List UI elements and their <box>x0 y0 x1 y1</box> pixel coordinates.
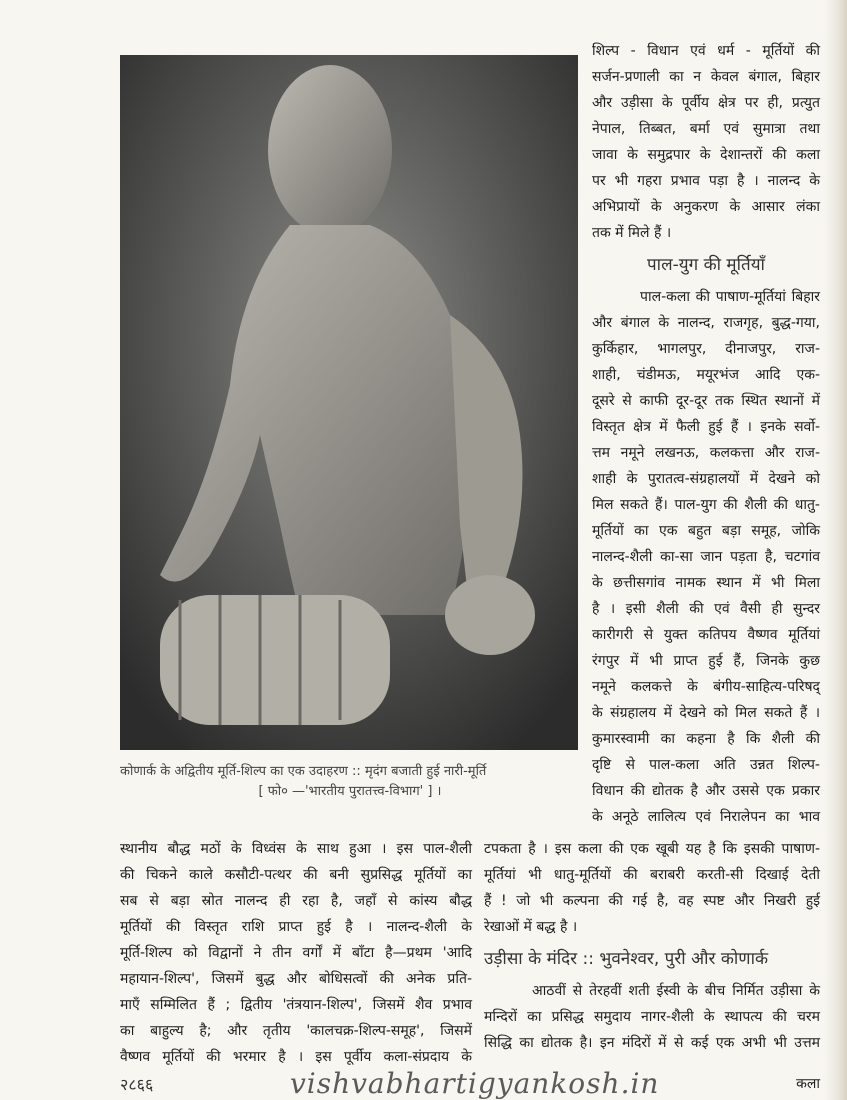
text-line: टपकता है । इस कला की एक खूबी यह है कि इसकी पाषाण- <box>484 841 820 857</box>
text-line: तक में मिले हैं । <box>592 225 672 241</box>
text-line: कुमारस्वामी का कहना है कि शैली की <box>592 731 820 747</box>
right-column-bottom <box>484 836 820 1056</box>
text-line: माएँ सम्मिलित हैं ; द्वितीय 'तंत्रयान-शिल्प', जिसमें शैव प्रभाव <box>120 997 472 1013</box>
right-column <box>592 38 820 830</box>
bottom-section <box>120 836 820 1070</box>
text-line: का बाहुल्य है; और तृतीय 'कालचक्र-शिल्प-समूह', जिसमें <box>120 1023 472 1039</box>
text-line: मूर्तियां भी धातु-मूर्तियों की बराबरी करती-सी दिखाई देती <box>484 867 820 883</box>
text-line: जावा के समुद्रपार के देशान्तरों की कला <box>592 147 820 163</box>
text-line: वैष्णव मूर्तियों की भरमार है । इस पूर्वीय कला-संप्रदाय के <box>120 1049 472 1065</box>
text-line: आठवीं से तेरहवीं शती ईस्वी के बीच निर्मित उड़ीसा के <box>532 983 820 999</box>
text-line: मिल सकते हैं। पाल-युग की शैली की धातु- <box>592 497 820 513</box>
text-line: रंगपुर में भी प्राप्त हुई हैं, जिनके कुछ <box>592 653 820 669</box>
watermark: vishvabhartigyankosh.in <box>289 1067 660 1100</box>
text-line: है । इसी शैली की एवं वैसी ही सुन्दर <box>592 601 820 617</box>
catchword: कला <box>796 1076 820 1092</box>
sculpture-photo <box>120 55 578 750</box>
text-line: पाल-कला की पाषाण-मूर्तियां बिहार <box>640 289 820 305</box>
page-edge <box>825 0 847 1100</box>
text-line: विस्तृत क्षेत्र में फैली हुई हैं । इनके सर्वो- <box>592 419 820 435</box>
text-line: स्थानीय बौद्ध मठों के विध्वंस के साथ हुआ । इस पाल-शैली <box>120 841 472 857</box>
section-heading-pala: पाल-युग की मूर्तियाँ <box>647 255 765 275</box>
text-line: की चिकने काले कसौटी-पत्थर की बनी सुप्रसिद्ध मूर्तियों का <box>120 867 472 883</box>
caption-line: कोणार्क के अद्वितीय मूर्ति-शिल्प का एक उदाहरण :: मृदंग बजाती हुई नारी-मूर्ति <box>120 764 487 779</box>
photo-caption <box>120 762 580 802</box>
text-line: अभिप्रायों के अनुकरण के आसार लंका <box>592 199 820 215</box>
text-line: दूसरे से काफी दूर-दूर तक स्थित स्थानों में <box>592 393 820 409</box>
text-line: महायान-शिल्प', जिसमें बुद्ध और बोधिसत्वों की अनेक प्रति- <box>120 971 472 987</box>
text-line: के अनूठे लालित्य एवं निरालेपन का भाव <box>592 809 820 825</box>
section-heading-orissa: उड़ीसा के मंदिर :: भुवनेश्वर, पुरी और कोणार्क <box>484 949 769 969</box>
text-line: सब से बड़ा स्रोत नालन्द ही रहा है, जहाँ से कांस्य बौद्ध <box>120 893 472 909</box>
text-line: और बंगाल के नालन्द, राजगृह, बुद्ध-गया, <box>592 315 820 331</box>
text-line: नालन्द-शैली का-सा जान पड़ता है, चटगांव <box>592 549 820 565</box>
text-line: सिद्धि का द्योतक है। इन मंदिरों में से कई एक अभी भी उत्तम <box>484 1035 820 1051</box>
text-line: और उड़ीसा के पूर्वीय क्षेत्र पर ही, प्रत्युत <box>592 95 820 111</box>
text-line: कारीगरी से युक्त कतिपय वैष्णव मूर्तियां <box>592 627 820 643</box>
text-line: मूर्तियों की विस्तृत राशि प्राप्त हुई है । नालन्द-शैली के <box>120 919 472 935</box>
text-line: पर भी गहरा प्रभाव पड़ा है । नालन्द के <box>592 173 820 189</box>
left-column-bottom <box>120 836 472 1070</box>
text-line: नमूने कलकत्ते के बंगीय-साहित्य-परिषद् <box>592 679 820 695</box>
text-line: शाही, चंडीमऊ, मयूरभंज आदि एक- <box>592 367 820 383</box>
text-line: दृष्टि से पाल-कला अति उन्नत शिल्प- <box>592 757 820 773</box>
text-line: विधान की द्योतक है और उससे एक प्रकार <box>592 783 820 799</box>
text-line: मन्दिरों का प्रसिद्ध समुदाय नागर-शैली के स्थापत्य की चरम <box>484 1009 820 1025</box>
page-footer <box>120 1067 820 1100</box>
text-line: कुर्किहार, भागलपुर, दीनाजपुर, राज- <box>592 341 820 357</box>
text-line: नेपाल, तिब्बत, बर्मा एवं सुमात्रा तथा <box>592 121 820 137</box>
page-number: २८६६ <box>120 1074 154 1094</box>
text-line: शाही के पुरातत्व-संग्रहालयों में देखने को <box>592 471 820 487</box>
text-line: हैं ! जो भी कल्पना की गई है, वह स्पष्ट और निखरी हुई <box>484 893 820 909</box>
text-line: सर्जन-प्रणाली का न केवल बंगाल, बिहार <box>592 69 820 85</box>
text-line: मूर्ति-शिल्प को विद्वानों ने तीन वर्गों में बाँटा है—प्रथम 'आदि <box>120 945 472 961</box>
text-line: मूर्तियों का एक बहुत बड़ा समूह, जोकि <box>592 523 820 539</box>
text-line: के संग्रहालय में देखने को मिल सकते हैं । <box>592 705 820 721</box>
caption-credit: [ फो० —'भारतीय पुरातत्त्व-विभाग' ] । <box>258 784 442 799</box>
text-line: रेखाओं में बद्ध है । <box>484 919 578 935</box>
text-line: के छत्तीसगांव नामक स्थान में भी मिला <box>592 575 820 591</box>
text-line: शिल्प - विधान एवं धर्म - मूर्तियों की <box>592 43 820 59</box>
text-line: त्तम नमूने लखनऊ, कलकत्ता और राज- <box>592 445 820 461</box>
sculpture-image <box>120 55 578 750</box>
